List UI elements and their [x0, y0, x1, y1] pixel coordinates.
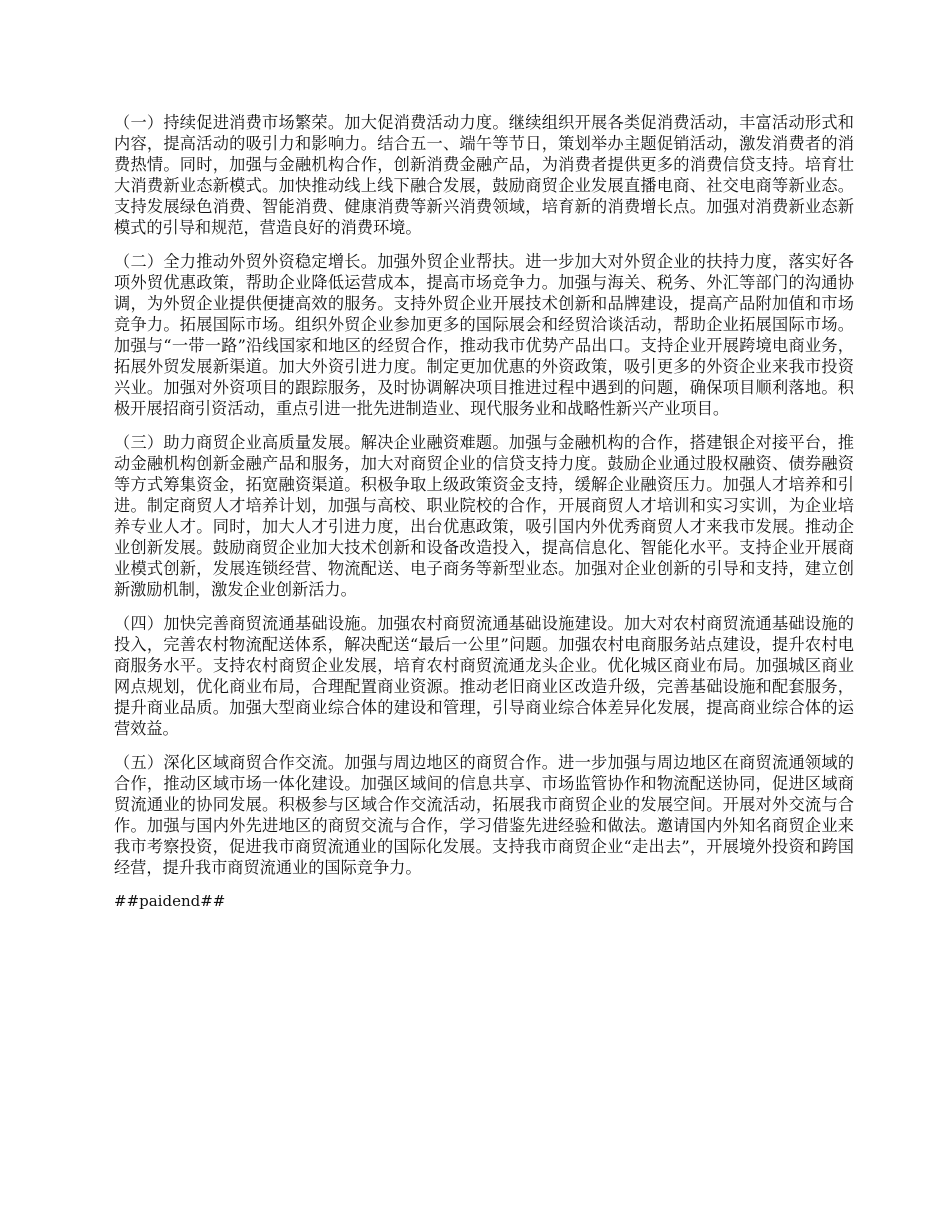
- paragraph-infrastructure: （四）加快完善商贸流通基础设施。加强农村商贸流通基础设施建设。加大对农村商贸流通基础设施的投入，完善农村物流配送体系，解决配送“最后一公里”问题。加强农村电商服务站点建设，提升农村电商服务水平。支持农村商贸企业发展，培育农村商贸流通龙头企业。优化城区商业布局。加强城区商业网点规划，优化商业布局，合理配置商业资源。推动老旧商业区改造升级，完善基础设施和配套服务，提升商业品质。加强大型商业综合体的建设和管理，引导商业综合体差异化发展，提高商业综合体的运营效益。: [114, 614, 854, 738]
- paragraph-enterprise-development: （三）助力商贸企业高质量发展。解决企业融资难题。加强与金融机构的合作，搭建银企对接平台，推动金融机构创新金融产品和服务，加大对商贸企业的信贷支持力度。鼓励企业通过股权融资、债券融资等方式筹集资金，拓宽融资渠道。积极争取上级政策资金支持，缓解企业融资压力。加强人才培养和引进。制定商贸人才培养计划，加强与高校、职业院校的合作，开展商贸人才培训和实习实训，为企业培养专业人才。同时，加大人才引进力度，出台优惠政策，吸引国内外优秀商贸人才来我市发展。推动企业创新发展。鼓励商贸企业加大技术创新和设备改造投入，提高信息化、智能化水平。支持企业开展商业模式创新，发展连锁经营、物流配送、电子商务等新型业态。加强对企业创新的引导和支持，建立创新激励机制，激发企业创新活力。: [114, 433, 854, 599]
- paid-end-marker: ##paidend##: [114, 892, 226, 910]
- paragraph-regional-cooperation: （五）深化区域商贸合作交流。加强与周边地区的商贸合作。进一步加强与周边地区在商贸流通领域的合作，推动区域市场一体化建设。加强区域间的信息共享、市场监管协作和物流配送协同，促进区域商贸流通业的协同发展。积极参与区域合作交流活动，拓展我市商贸企业的发展空间。开展对外交流与合作。加强与国内外先进地区的商贸交流与合作，学习借鉴先进经验和做法。邀请国内外知名商贸企业来我市考察投资，促进我市商贸流通业的国际化发展。支持我市商贸企业“走出去”，开展境外投资和跨国经营，提升我市商贸流通业的国际竞争力。: [114, 753, 854, 877]
- document-body: [114, 112, 854, 912]
- paragraph-consumption: （一）持续促进消费市场繁荣。加大促消费活动力度。继续组织开展各类促消费活动，丰富活动形式和内容，提高活动的吸引力和影响力。结合五一、端午等节日，策划举办主题促销活动，激发消费者的消费热情。同时，加强与金融机构合作，创新消费金融产品，为消费者提供更多的消费信贷支持。培育壮大消费新业态新模式。加快推动线上线下融合发展，鼓励商贸企业发展直播电商、社交电商等新业态。支持发展绿色消费、智能消费、健康消费等新兴消费领域，培育新的消费增长点。加强对消费新业态新模式的引导和规范，营造良好的消费环境。: [114, 113, 854, 237]
- paragraph-foreign-trade: （二）全力推动外贸外资稳定增长。加强外贸企业帮扶。进一步加大对外贸企业的扶持力度，落实好各项外贸优惠政策，帮助企业降低运营成本，提高市场竞争力。加强与海关、税务、外汇等部门的沟通协调，为外贸企业提供便捷高效的服务。支持外贸企业开展技术创新和品牌建设，提高产品附加值和市场竞争力。拓展国际市场。组织外贸企业参加更多的国际展会和经贸洽谈活动，帮助企业拓展国际市场。加强与“一带一路”沿线国家和地区的经贸合作，推动我市优势产品出口。支持企业开展跨境电商业务，拓展外贸发展新渠道。加大外资引进力度。制定更加优惠的外资政策，吸引更多的外资企业来我市投资兴业。加强对外资项目的跟踪服务，及时协调解决项目推进过程中遇到的问题，确保项目顺利落地。积极开展招商引资活动，重点引进一批先进制造业、现代服务业和战略性新兴产业项目。: [114, 252, 854, 418]
